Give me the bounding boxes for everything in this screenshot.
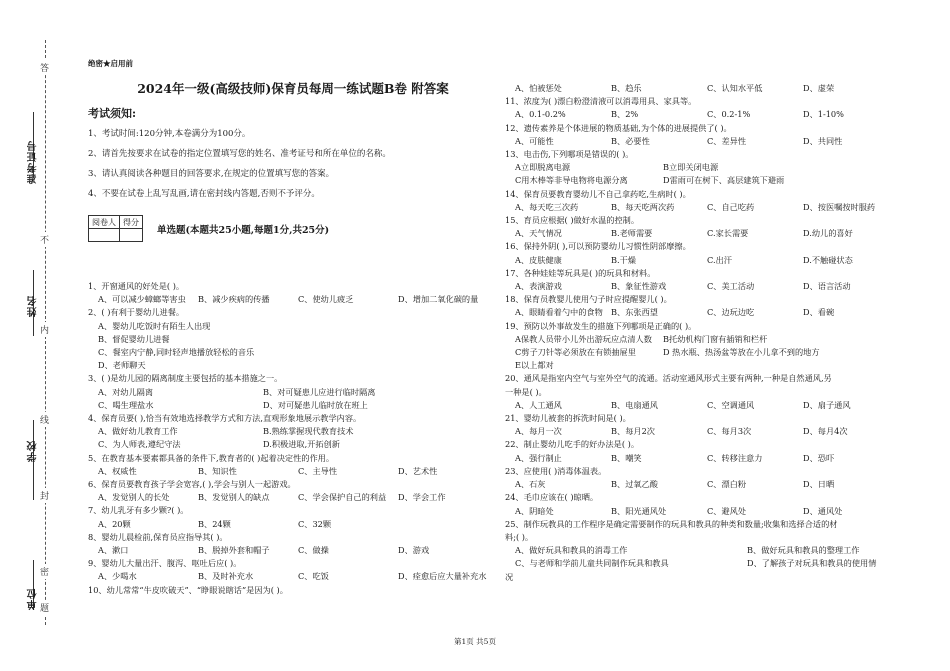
option: A、表演游戏 [515, 281, 562, 292]
option: D、游戏 [398, 545, 430, 556]
option-row [88, 386, 488, 399]
option: B、及时补充水 [198, 571, 254, 582]
option: C、认知水平低 [707, 83, 763, 93]
question-stem: 12、遗传素养是个体进展的物质基础,为个体的进展提供了( )。 [505, 122, 732, 133]
option: A、石灰 [515, 479, 546, 490]
question-stem-cont: 一种是( )。 [505, 386, 547, 397]
question-stem: 4、保育员要( ),恰当有效地选择教学方式和方法,直观形象地展示教学内容。 [88, 413, 362, 424]
option: C、学会保护自己的利益 [298, 492, 387, 503]
seal-char: 题 [40, 600, 49, 615]
option-row [88, 570, 488, 583]
option: B、2% [611, 109, 639, 120]
question-stem: 15、育员应根据( )做好水温的控制。 [505, 215, 640, 226]
question-stem: 10、幼儿常常“牛皮吹破天”、“睁眼说瞎话”是因为( )。 [88, 584, 288, 595]
option: B、24颗 [198, 518, 231, 529]
score-table [88, 215, 143, 242]
grader-cell[interactable] [89, 229, 120, 242]
option-row [88, 544, 488, 557]
score-box [88, 215, 488, 242]
option: D、日晒 [803, 479, 835, 490]
option: C、避风处 [707, 505, 747, 516]
option-row [505, 280, 925, 293]
option-row [505, 108, 925, 121]
option-row [88, 518, 488, 531]
option: C、喝生理盐水 [98, 399, 154, 410]
option: C用木棒等非导电物将电源分离 [515, 175, 628, 186]
option: D、通风处 [803, 505, 843, 516]
option: A、可能性 [515, 135, 554, 146]
question-stem: 21、婴幼儿被套的拆洗时间是( )。 [505, 413, 631, 424]
seal-char: 内 [40, 322, 49, 337]
notice-item: 3、请认真阅读各种题目的回答要求,在规定的位置填写您的答案。 [88, 169, 335, 179]
option: B立即关闭电源 [663, 162, 719, 173]
option: A、天气情况 [515, 228, 562, 239]
option: B、做好玩具和教具的整理工作 [747, 545, 860, 556]
seal-char: 不 [40, 232, 49, 247]
option: C.家长需要 [707, 228, 749, 239]
seal-char: 线 [40, 412, 49, 427]
left-question-list [88, 280, 488, 597]
option: A、发觉别人的长处 [98, 492, 170, 503]
option: A立即脱离电源 [515, 162, 571, 173]
question-stem-cont: 料;( )。 [505, 531, 534, 542]
option: A、强行制止 [515, 452, 562, 463]
score-cell[interactable] [120, 229, 143, 242]
option-row [505, 333, 925, 346]
question-stem: 20、通风是指室内空气与室外空气的流通。活动室通风形式主要有两种,一种是自然通风,另 [505, 373, 832, 384]
option: C、边玩边吃 [707, 307, 755, 318]
option-row [505, 174, 925, 187]
option-row [505, 227, 925, 240]
option-row [505, 399, 925, 412]
question-stem: 9、婴幼儿大量出汗、腹泻、呕吐后应( )。 [88, 558, 242, 569]
option-row [505, 452, 925, 465]
option: B、趋乐 [611, 83, 642, 93]
option: B、每天吃两次药 [611, 201, 675, 212]
right-question-list [505, 82, 925, 584]
question-stem: 8、婴幼儿晨检前,保育员应指导其( )。 [88, 531, 228, 542]
school-label: 学校 [28, 440, 39, 462]
option: B、减少疾病的传播 [198, 294, 270, 305]
option-cont: 况 [505, 571, 514, 582]
option: A、可以减少蟑螂等害虫 [98, 294, 186, 305]
notice-item: 4、不要在试卷上乱写乱画,请在密封线内答题,否则不予评分。 [88, 189, 320, 199]
option: B.干燥 [611, 254, 636, 265]
option: D、虚荣 [803, 83, 835, 93]
option: B、东张西望 [611, 307, 658, 318]
option: C、自己吃药 [707, 201, 755, 212]
option: B.熟练掌握现代教育技术 [263, 426, 354, 437]
option: D、了解孩子对玩具和教具的使用情 [747, 558, 877, 569]
option-row [505, 135, 925, 148]
left-column [88, 58, 488, 597]
option-row [505, 254, 925, 267]
option: D、按医嘱按时服药 [803, 201, 876, 212]
option: D雷雨可在树下、高层建筑下避雨 [663, 175, 785, 186]
option: C.出汗 [707, 254, 732, 265]
option: C、主导性 [298, 465, 338, 476]
option: A、漱口 [98, 545, 129, 556]
option-row [88, 425, 488, 438]
option: A、少喝水 [98, 571, 137, 582]
option: D、1-10% [803, 109, 844, 120]
question-stem: 22、制止婴幼儿吃手的好办法是( )。 [505, 439, 640, 450]
score-label: 得分 [120, 216, 143, 229]
option: C、0.2-1% [707, 109, 751, 120]
option: C、空调通风 [707, 399, 755, 410]
option: A、对幼儿隔离 [98, 386, 154, 397]
question-stem: 16、保持外阴( ),可以预防婴幼儿习惯性阴部摩擦。 [505, 241, 691, 252]
option: A、0.1-0.2% [515, 109, 566, 120]
option: C、转移注意力 [707, 452, 763, 463]
option: B、发觉别人的缺点 [198, 492, 270, 503]
question-stem: 6、保育员要教育孩子学会宽容,( ),学会与别人一起游戏。 [88, 479, 296, 490]
notice-heading: 考试须知: [88, 107, 137, 120]
option: B、脱掉外套和帽子 [198, 545, 270, 556]
page-title: 2024年一级(高级技师)保育员每周一练试题B卷 附答案 [137, 81, 449, 96]
question-stem: 18、保育员教婴儿使用勺子时应提醒婴儿( )。 [505, 294, 672, 305]
option: A、婴幼儿吃饭时有陌生人出现 [98, 320, 211, 331]
option: D、每月4次 [803, 426, 848, 437]
question-stem: 11、浓度为( )漂白粉澄清液可以消毒用具、家具等。 [505, 96, 697, 107]
question-stem: 1、开窗通风的好处是( )。 [88, 281, 185, 291]
option: B、每月2次 [611, 426, 655, 437]
question-stem: 2、( )有利于婴幼儿进餐。 [88, 307, 185, 318]
option-row [505, 505, 925, 518]
option: D、语言活动 [803, 281, 851, 292]
option-row [505, 557, 925, 570]
question-stem: 7、幼儿乳牙有多少颗?( )。 [88, 505, 189, 516]
option-row [505, 478, 925, 491]
option-row [88, 399, 488, 412]
question-stem: 19、预防以外事故发生的措施下列哪项是正确的( )。 [505, 320, 697, 331]
question-stem: 14、保育员要教育婴幼儿不自己拿药吃,生病时( )。 [505, 188, 691, 199]
option-row [505, 346, 925, 359]
option: D 热水瓶、热汤盆等放在小儿拿不到的地方 [663, 347, 820, 358]
option: D.不触碰状态 [803, 254, 853, 265]
question-stem: 5、在教育基本要素都具备的条件下,教育者的( )起着决定性的作用。 [88, 452, 335, 463]
unit-label: 单位 [28, 588, 39, 610]
option-row [505, 425, 925, 438]
option-row [505, 161, 925, 174]
grader-label: 阅卷人 [89, 216, 120, 229]
page-footer: 第1页 共5页 [454, 637, 496, 646]
question-stem: 24、毛巾应该在( )晾晒。 [505, 492, 599, 503]
option: D、共同性 [803, 135, 843, 146]
option: B、必要性 [611, 135, 650, 146]
option: A、皮肤健康 [515, 254, 562, 265]
option: A、做好玩具和教具的消毒工作 [515, 545, 628, 556]
option: A、眼睛看着勺中的食物 [515, 307, 603, 318]
option: B、电扇通风 [611, 399, 658, 410]
question-stem: 3、( )是幼儿园的隔离制度主要包括的基本措施之一。 [88, 373, 283, 384]
option: B、督促婴幼儿进餐 [98, 333, 170, 344]
option: A、怕被惩处 [515, 83, 562, 93]
option-row [88, 438, 488, 451]
question-stem: 13、电击伤,下列哪项是错误的( )。 [505, 149, 634, 160]
option-row [505, 544, 925, 557]
section-heading: 单选题(本题共25小题,每题1分,共25分) [157, 224, 330, 236]
option-row [505, 306, 925, 319]
right-column [505, 58, 925, 584]
option: B、过氧乙酸 [611, 479, 658, 490]
option-row [88, 293, 488, 306]
option: B、对可疑患儿应进行临时隔离 [263, 386, 376, 397]
option: A、阴暗处 [515, 505, 554, 516]
option-row [88, 491, 488, 504]
option: B托幼机构门窗有插销和栏杆 [663, 333, 768, 344]
name-label: 姓名 [28, 295, 39, 317]
option: A、20颗 [98, 518, 131, 529]
option: C、为人师表,遵纪守法 [98, 439, 181, 450]
option: D、恐吓 [803, 452, 835, 463]
option: C、使幼儿疲乏 [298, 294, 354, 305]
seal-char: 封 [40, 488, 49, 503]
option: A、权威性 [98, 465, 137, 476]
seal-char: 密 [40, 564, 49, 579]
option: B、嘲笑 [611, 452, 642, 463]
option: D、学会工作 [398, 492, 446, 503]
option: C、做操 [298, 545, 329, 556]
option: C、32颗 [298, 518, 332, 529]
option: C、每月3次 [707, 426, 752, 437]
question-stem: 23、应使用( )消毒体温表。 [505, 465, 607, 476]
option: D、老师聊天 [98, 360, 146, 371]
option: E以上都对 [515, 360, 554, 371]
ticket-label: 准考证号 [28, 140, 39, 184]
option: D、对可疑患儿临时放在班上 [263, 399, 368, 410]
option: B、知识性 [198, 465, 237, 476]
option: C、与老师和学前儿童共同制作玩具和教具 [515, 558, 669, 569]
question-stem: 25、制作玩教具的工作程序是确定需要制作的玩具和教具的种类和数量;收集和选择合适的材 [505, 518, 838, 529]
notice-item: 2、请首先按要求在试卷的指定位置填写您的姓名、准考证号和所在单位的名称。 [88, 149, 391, 159]
option: D、痊愈后应大量补充水 [398, 571, 487, 582]
option: D.积极进取,开拓创新 [263, 439, 340, 450]
option: D、艺术性 [398, 465, 438, 476]
option: C、差异性 [707, 135, 747, 146]
question-stem: 17、各种娃娃等玩具是( )的玩具和材料。 [505, 267, 656, 278]
option-row [505, 359, 925, 372]
option: A、每月一次 [515, 426, 562, 437]
binding-margin [0, 0, 70, 671]
option: C、餐室内宁静,同时轻声地播放轻松的音乐 [98, 347, 255, 358]
option: B、象征性游戏 [611, 281, 667, 292]
option: C剪子刀针等必须放在有锁抽屉里 [515, 347, 636, 358]
seal-char: 答 [40, 60, 49, 75]
option: B、阳光通风处 [611, 505, 667, 516]
option: D、增加二氧化碳的量 [398, 294, 479, 305]
option-row [505, 82, 925, 95]
option: A、人工通风 [515, 399, 562, 410]
option: D.幼儿的喜好 [803, 228, 853, 239]
secret-mark: 绝密★启用前 [88, 59, 133, 68]
option: C、吃饭 [298, 571, 329, 582]
option: A保教人员带小儿外出游玩应点清人数 [515, 333, 652, 344]
option: A、做好幼儿教育工作 [98, 426, 178, 437]
notice-item: 1、考试时间:120分钟,本卷满分为100分。 [88, 129, 251, 139]
option: D、扇子通风 [803, 399, 851, 410]
option: A、每天吃三次药 [515, 201, 579, 212]
option: D、看碗 [803, 307, 835, 318]
option: C、漂白粉 [707, 479, 747, 490]
option: B.老师需要 [611, 228, 653, 239]
option-row [505, 201, 925, 214]
option: C、美工活动 [707, 281, 755, 292]
option-row [88, 465, 488, 478]
